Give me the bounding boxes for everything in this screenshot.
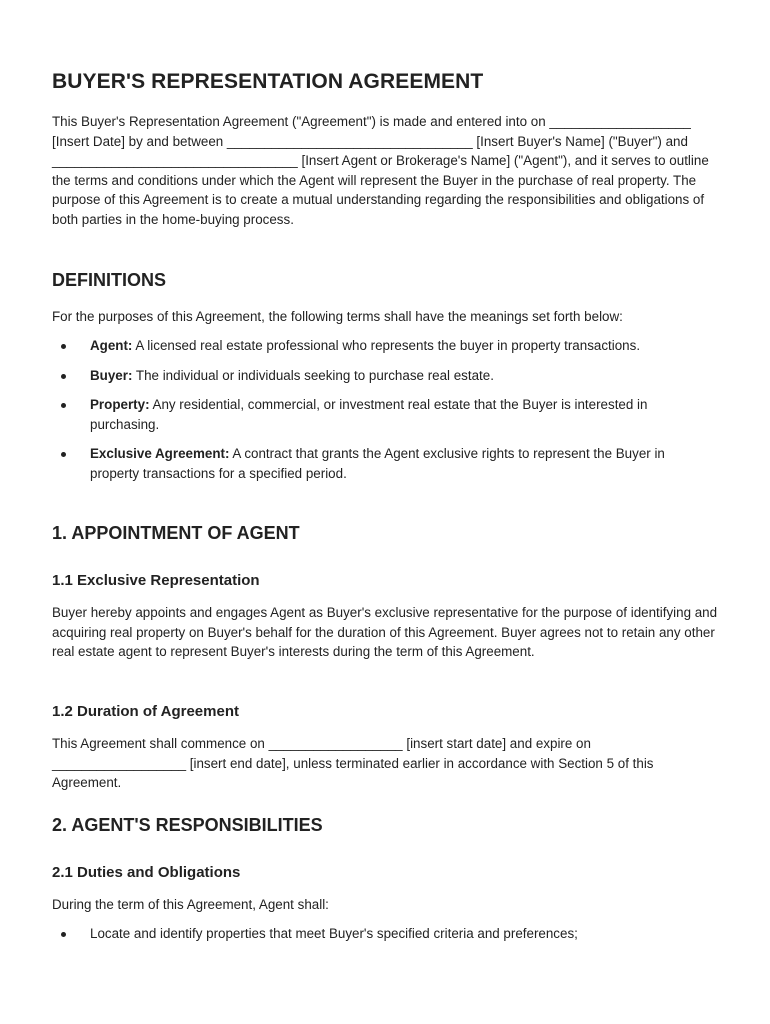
list-item — [52, 336, 712, 356]
list-item — [52, 924, 712, 944]
bullet-icon — [61, 403, 66, 408]
section-1-heading: 1. APPOINTMENT OF AGENT — [52, 523, 300, 543]
bullet-icon — [61, 452, 66, 457]
definition-term: Property: — [90, 397, 150, 412]
section-1-1-heading: 1.1 Exclusive Representation — [52, 572, 260, 589]
section-1-1-text: Buyer hereby appoints and engages Agent as Buyer's exclusive representative for the purpose of identifying and acquiring real property on Buyer's behalf for the duration of this Agreement. Buyer agrees not to retain any other real estate agent to represent Buyer's interests during the term of this Agreement. — [52, 605, 718, 659]
definition-text: Any residential, commercial, or investment real estate that the Buyer is interested in purchasing. — [90, 397, 648, 432]
list-item — [52, 366, 712, 386]
section-1-2-text: This Agreement shall commence on __________________ [insert start date] and expire on __________________ [insert end date], unless terminated earlier in accordance with Section 5 of this Agreement. — [52, 736, 654, 790]
section-2-1-heading: 2.1 Duties and Obligations — [52, 864, 241, 881]
bullet-icon — [61, 932, 66, 937]
duty-text: Locate and identify properties that meet Buyer's specified criteria and preferences; — [90, 926, 578, 941]
section-1-2-heading: 1.2 Duration of Agreement — [52, 703, 239, 720]
bullet-icon — [61, 344, 66, 349]
duties-list — [52, 924, 712, 944]
definitions-list — [52, 336, 712, 483]
definition-term: Exclusive Agreement: — [90, 446, 230, 461]
bullet-icon — [61, 374, 66, 379]
intro-paragraph: This Buyer's Representation Agreement ("Agreement") is made and entered into on ___________________ [Insert Date] by and between _________________________________ [Insert Buyer's Name] ("Buyer") and _________________________________ [Insert Agent or Brokerage's Name] ("Agent"), and it serves to outline the terms and conditions under which the Agent will represent the Buyer in the purchase of real property. The purpose of this Agreement is to create a mutual understanding regarding the responsibilities and obligations of both parties in the home-buying process. — [52, 114, 709, 227]
definition-term: Buyer: — [90, 367, 133, 383]
section-2-heading: 2. AGENT'S RESPONSIBILITIES — [52, 815, 323, 835]
definitions-heading: DEFINITIONS — [52, 270, 167, 290]
definitions-lead: For the purposes of this Agreement, the following terms shall have the meanings set forth below: — [52, 309, 623, 324]
definition-text: A contract that grants the Agent exclusive rights to represent the Buyer in property transactions for a specified period. — [90, 446, 665, 481]
definition-term: Agent: — [90, 338, 133, 353]
list-item — [52, 395, 712, 434]
list-item — [52, 444, 712, 483]
definition-text: The individual or individuals seeking to purchase real estate. — [132, 367, 494, 383]
section-2-1-lead: During the term of this Agreement, Agent shall: — [52, 897, 329, 912]
document-title: BUYER'S REPRESENTATION AGREEMENT — [52, 70, 484, 93]
definition-text: A licensed real estate professional who represents the buyer in property transactions. — [132, 338, 641, 353]
